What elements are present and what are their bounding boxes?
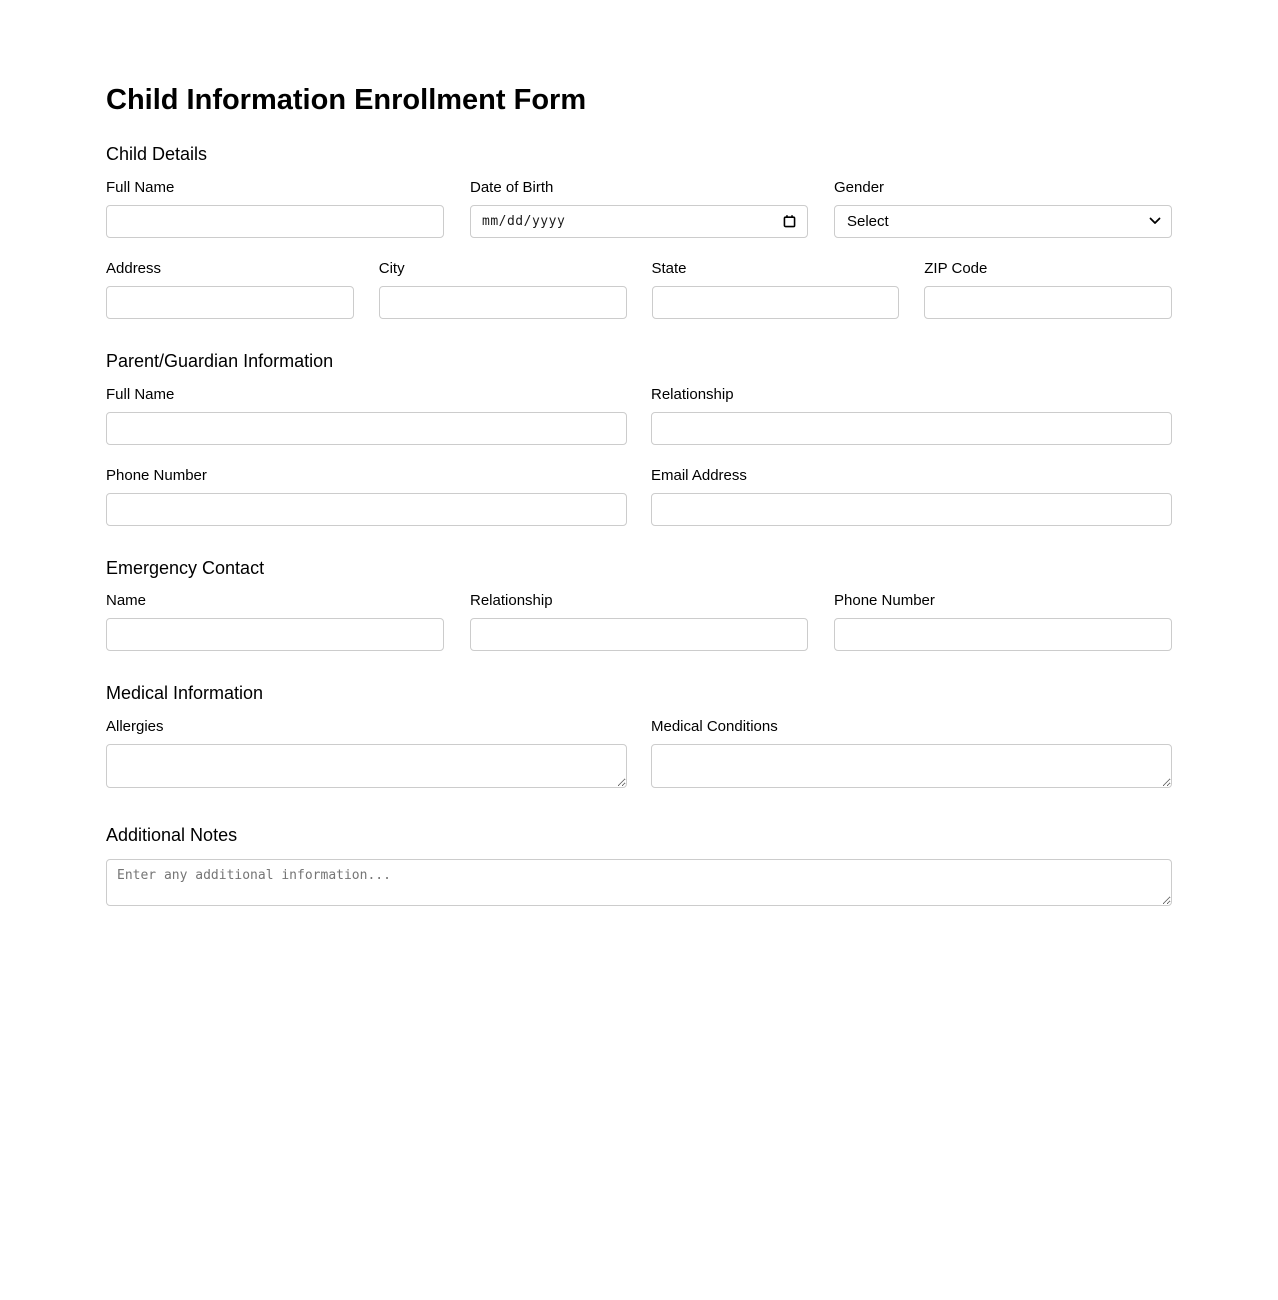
gender-field (834, 179, 1172, 238)
allergies-textarea[interactable] (106, 744, 627, 788)
address-label: Address (106, 259, 162, 277)
section-emergency-contact (106, 558, 1172, 652)
parent-full-name-field (106, 386, 627, 445)
parent-guardian-heading: Parent/Guardian Information (106, 350, 334, 371)
date-format-text: mm/dd/yyyy (482, 213, 566, 229)
parent-email-input[interactable] (651, 493, 1172, 526)
emergency-relationship-label: Relationship (470, 592, 553, 610)
section-child-details (106, 144, 1172, 319)
gender-select-wrap (834, 205, 1172, 238)
city-input[interactable] (379, 286, 627, 319)
section-medical-info (106, 683, 1172, 793)
emergency-relationship-input[interactable] (470, 618, 808, 651)
medical-conditions-field (651, 718, 1172, 793)
medical-row (106, 718, 1172, 793)
parent-full-name-label: Full Name (106, 385, 175, 403)
emergency-phone-label: Phone Number (834, 592, 935, 610)
emergency-relationship-field (470, 592, 808, 651)
additional-notes-heading: Additional Notes (106, 824, 238, 845)
medical-info-heading: Medical Information (106, 683, 264, 704)
child-details-row-1 (106, 179, 1172, 238)
parent-email-field (651, 467, 1172, 526)
parent-phone-label: Phone Number (106, 466, 207, 484)
zip-code-field (924, 260, 1172, 319)
medical-conditions-textarea[interactable] (651, 744, 1172, 788)
allergies-field (106, 718, 627, 793)
additional-notes-textarea[interactable] (106, 859, 1172, 906)
date-of-birth-field (470, 179, 808, 238)
calendar-icon[interactable] (782, 214, 797, 229)
gender-label: Gender (834, 178, 885, 196)
child-full-name-input[interactable] (106, 205, 444, 238)
section-additional-notes (106, 825, 1172, 912)
state-input[interactable] (652, 286, 900, 319)
section-parent-guardian (106, 351, 1172, 526)
parent-phone-input[interactable] (106, 493, 627, 526)
date-of-birth-label: Date of Birth (470, 178, 554, 196)
emergency-row (106, 592, 1172, 651)
child-details-row-2 (106, 260, 1172, 319)
allergies-label: Allergies (106, 717, 164, 735)
parent-phone-field (106, 467, 627, 526)
page-title: Child Information Enrollment Form (106, 84, 587, 116)
parent-row-1 (106, 386, 1172, 445)
parent-relationship-input[interactable] (651, 412, 1172, 445)
state-field (652, 260, 900, 319)
emergency-phone-input[interactable] (834, 618, 1172, 651)
zip-code-input[interactable] (924, 286, 1172, 319)
date-of-birth-input[interactable] (470, 205, 808, 238)
emergency-contact-heading: Emergency Contact (106, 557, 265, 578)
address-input[interactable] (106, 286, 354, 319)
parent-full-name-input[interactable] (106, 412, 627, 445)
address-field (106, 260, 354, 319)
child-full-name-label: Full Name (106, 178, 175, 196)
zip-code-label: ZIP Code (924, 259, 988, 277)
parent-row-2 (106, 467, 1172, 526)
emergency-name-input[interactable] (106, 618, 444, 651)
parent-relationship-field (651, 386, 1172, 445)
child-details-heading: Child Details (106, 144, 208, 165)
child-full-name-field (106, 179, 444, 238)
emergency-name-label: Name (106, 592, 147, 610)
parent-relationship-label: Relationship (651, 385, 734, 403)
emergency-name-field (106, 592, 444, 651)
parent-email-label: Email Address (651, 466, 747, 484)
city-field (379, 260, 627, 319)
gender-select[interactable] (834, 205, 1172, 238)
medical-conditions-label: Medical Conditions (651, 717, 778, 735)
state-label: State (651, 259, 687, 277)
emergency-phone-field (834, 592, 1172, 651)
city-label: City (378, 259, 405, 277)
